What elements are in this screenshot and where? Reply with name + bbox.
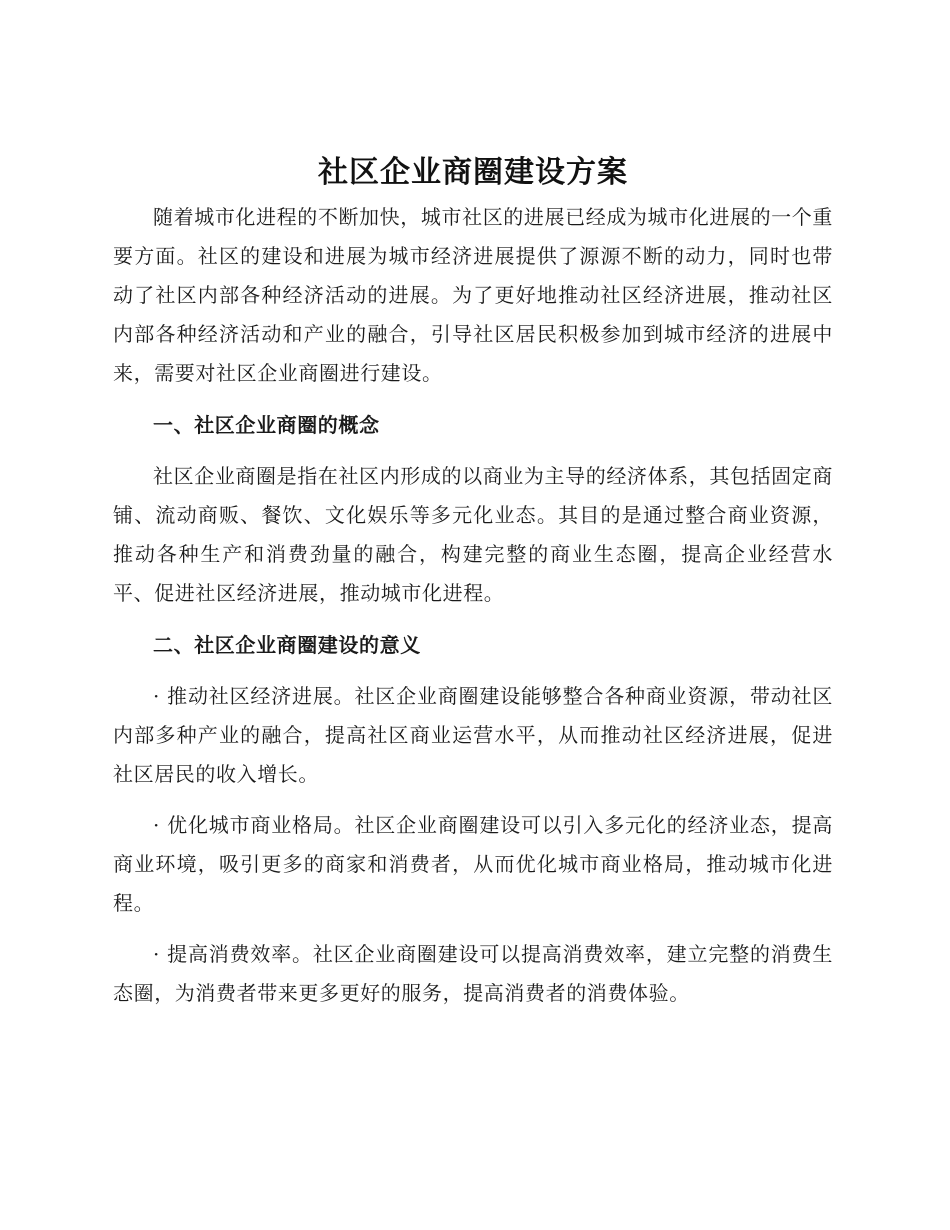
concept-paragraph: 社区企业商圈是指在社区内形成的以商业为主导的经济体系，其包括固定商铺、流动商贩、餐饮、文化娱乐等多元化业态。其目的是通过整合商业资源，推动各种生产和消费劲量的融合，构建完整的商业生态圈，提高企业经营水平、促进社区经济进展，推动城市化进程。 (113, 464, 833, 605)
document-body (113, 150, 833, 1013)
bullet-paragraph-economy: · 推动社区经济进展。社区企业商圈建设能够整合各种商业资源，带动社区内部多种产业的融合，提高社区商业运营水平，从而推动社区经济进展，促进社区居民的收入增长。 (113, 684, 833, 786)
bullet-paragraph-efficiency: · 提高消费效率。社区企业商圈建设可以提高消费效率，建立完整的消费生态圈，为消费者带来更多更好的服务，提高消费者的消费体验。 (113, 942, 833, 1005)
bullet-paragraph-layout: · 优化城市商业格局。社区企业商圈建设可以引入多元化的经济业态，提高商业环境，吸引更多的商家和消费者，从而优化城市商业格局，推动城市化进程。 (113, 813, 833, 915)
section-heading-significance: 二、社区企业商圈建设的意义 (153, 633, 421, 657)
intro-paragraph: 随着城市化进程的不断加快，城市社区的进展已经成为城市化进展的一个重要方面。社区的建设和进展为城市经济进展提供了源源不断的动力，同时也带动了社区内部各种经济活动的进展。为了更好地推动社区经济进展，推动社区内部各种经济活动和产业的融合，引导社区居民积极参加到城市经济的进展中来，需要对社区企业商圈进行建设。 (113, 205, 833, 385)
document-title: 社区企业商圈建设方案 (318, 155, 628, 190)
section-heading-concept: 一、社区企业商圈的概念 (153, 413, 380, 437)
